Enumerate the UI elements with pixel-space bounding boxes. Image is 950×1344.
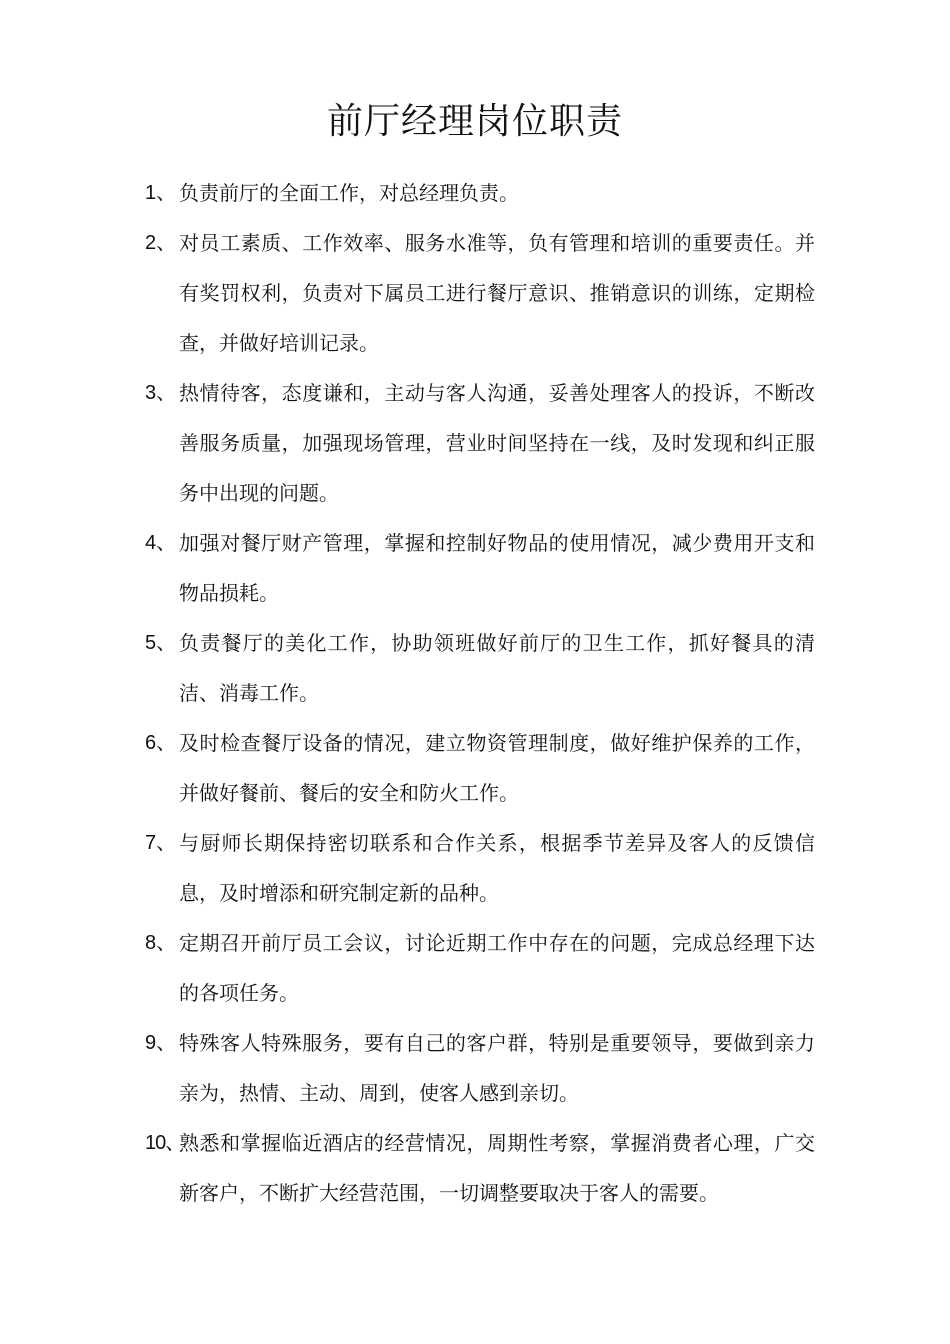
duty-number: 4、	[145, 532, 177, 554]
duty-text: 熟悉和掌握临近酒店的经营情况，周期性考察，掌握消费者心理，广交新客户，不断扩大经营范围，一切调整要取决于客人的需要。	[179, 1131, 815, 1205]
duty-number: 9、	[145, 1032, 177, 1054]
duty-text: 热情待客，态度谦和，主动与客人沟通，妥善处理客人的投诉，不断改善服务质量，加强现场管理，营业时间坚持在一线，及时发现和纠正服务中出现的问题。	[179, 381, 815, 505]
duty-item-6	[145, 718, 815, 818]
duty-item-4	[145, 518, 815, 618]
duty-item-2	[145, 218, 815, 368]
duty-number: 2、	[145, 232, 177, 254]
document-title: 前厅经理岗位职责	[326, 101, 623, 142]
duty-text: 负责餐厅的美化工作，协助领班做好前厅的卫生工作，抓好餐具的清洁、消毒工作。	[179, 631, 815, 705]
duty-number: 7、	[145, 832, 177, 854]
duty-item-8	[145, 918, 815, 1018]
duty-item-10	[145, 1118, 815, 1218]
duty-number: 8、	[145, 932, 177, 954]
duty-number: 6、	[145, 732, 177, 754]
duty-text: 加强对餐厅财产管理，掌握和控制好物品的使用情况，减少费用开支和物品损耗。	[179, 531, 815, 605]
duty-item-1	[145, 168, 815, 218]
duty-item-3	[145, 368, 815, 518]
duty-item-9	[145, 1018, 815, 1118]
duty-item-5	[145, 618, 815, 718]
duty-number: 3、	[145, 382, 177, 404]
duty-text: 与厨师长期保持密切联系和合作关系，根据季节差异及客人的反馈信息，及时增添和研究制定新的品种。	[179, 831, 815, 905]
duty-text: 负责前厅的全面工作，对总经理负责。	[179, 181, 519, 205]
duty-text: 特殊客人特殊服务，要有自己的客户群，特别是重要领导，要做到亲力亲为，热情、主动、周到，使客人感到亲切。	[179, 1031, 815, 1105]
duty-text: 定期召开前厅员工会议，讨论近期工作中存在的问题，完成总经理下达的各项任务。	[179, 931, 815, 1005]
duty-list	[145, 168, 815, 1218]
duty-text: 及时检查餐厅设备的情况，建立物资管理制度，做好维护保养的工作，并做好餐前、餐后的安全和防火工作。	[179, 731, 815, 805]
duty-text: 对员工素质、工作效率、服务水准等，负有管理和培训的重要责任。并有奖罚权利，负责对下属员工进行餐厅意识、推销意识的训练，定期检查，并做好培训记录。	[179, 231, 815, 355]
duty-number: 10、	[145, 1132, 185, 1154]
duty-number: 1、	[145, 182, 177, 204]
duty-number: 5、	[145, 632, 177, 654]
duty-item-7	[145, 818, 815, 918]
